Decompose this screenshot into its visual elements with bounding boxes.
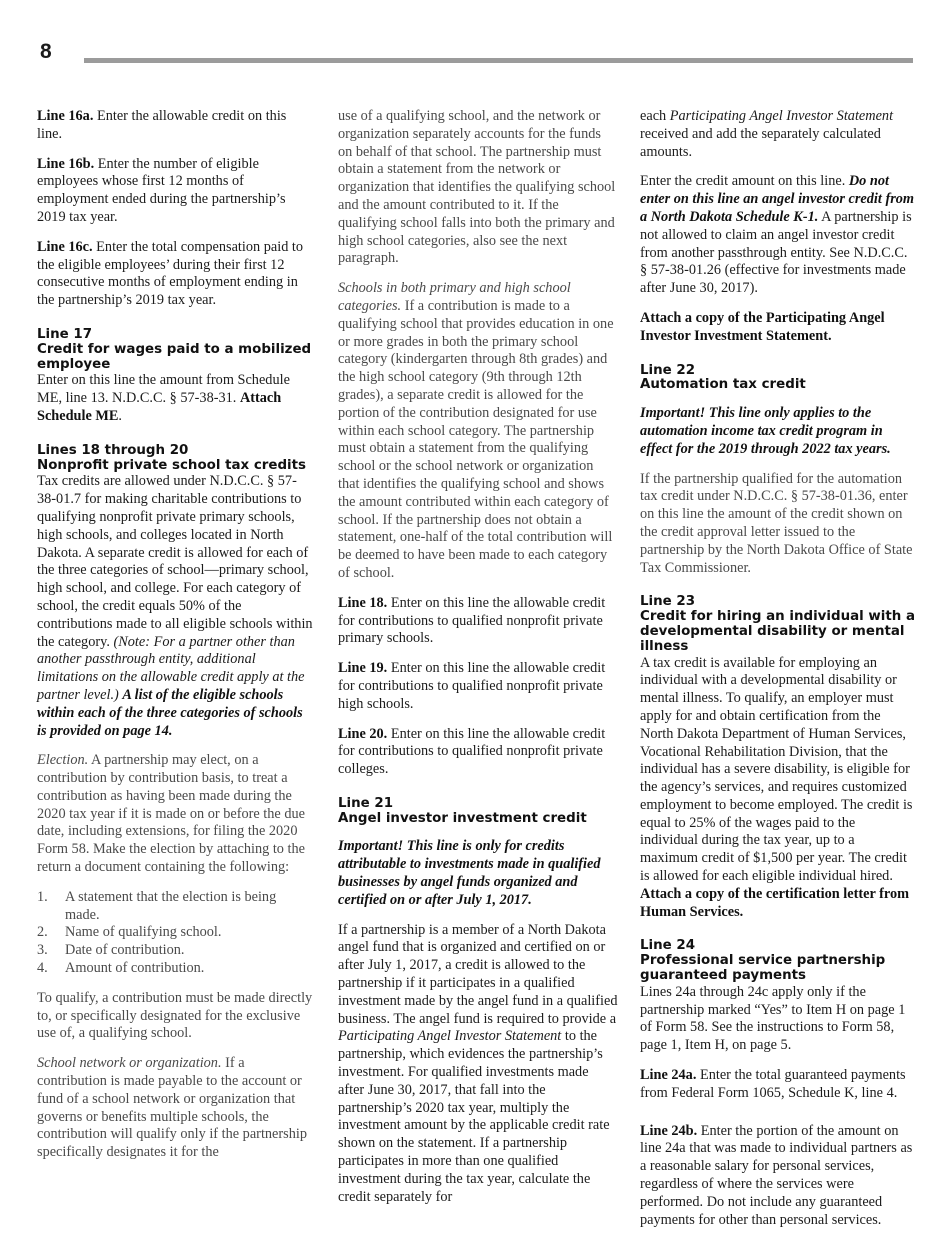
line-21-paragraph: If a partnership is a member of a North Dakota angel fund that is organized and certified on or after July 1, 2017, a credit is allowed to the partnership if it participates in a qualified investment made by the angel fund in a qualified business. The angel fund is required to provide a Participating Angel Investor Statement to the partnership, which evidences the partnership’s investment. For qualified investments made after June 30, 2017, that fall into the partnership’s 2020 tax year, multiply the investment amount by the applicable credit rate shown on the statement. If a partnership participates in more than one qualified investment during the tax year, calculate the credit separately for xyxy=(338,921,618,1205)
page-number: 8 xyxy=(40,40,52,63)
line-20-paragraph: Line 20. Enter on this line the allowable credit for contributions to qualified nonprofit private colleges. xyxy=(338,725,606,778)
line-16a-paragraph: Line 16a. Enter the allowable credit on this line. xyxy=(37,108,287,142)
column-2 xyxy=(338,108,618,1218)
list-item: 4. Amount of contribution. xyxy=(37,960,205,977)
lines-18-20-heading: Lines 18 through 20 Nonprofit private school tax credits xyxy=(37,442,307,473)
line-23-heading: Line 23 Credit for hiring an individual with a developmental disability or mental illness xyxy=(640,594,915,654)
credit-amount-paragraph: Enter the credit amount on this line. Do not enter on this line an angel investor credit from a North Dakota Schedule K-1. A partnership is not allowed to claim an angel investor credit from another passthrough entity. See N.D.C.C. § 57-38-01.26 (effective for investments made after June 30, 2017). xyxy=(640,173,915,297)
line-16c-paragraph: Line 16c. Enter the total compensation paid to the eligible employees’ during their first 12 consecutive months of employment ending in the partnership’s 2019 tax year. xyxy=(37,238,304,309)
school-credits-paragraph: Tax credits are allowed under N.D.C.C. § 57-38-01.7 for making charitable contributions to qualifying nonprofit private primary schools, high schools, and colleges located in North Dakota. A separate credit is allowed for each of the three categories of school—primary school, high school, and college. For each category of school, the credit equals 50% of the contributions made to all eligible schools within the category. (Note: For a partner other than another passthrough entity, additional limitations on the allowable credit apply at the partner level.) A list of the eligible schools within each of the three categories of schools is provided on page 14. xyxy=(37,473,313,739)
line-24a-paragraph: Line 24a. Enter the total guaranteed payments from Federal Form 1065, Schedule K, line 4. xyxy=(640,1067,906,1101)
line-22-heading: Line 22 Automation tax credit xyxy=(640,362,806,393)
column-1 xyxy=(37,108,313,1174)
line-22-important: Important! This line only applies to the automation income tax credit program in effect for the 2019 through 2022 tax years. xyxy=(640,405,891,457)
both-categories-paragraph: Schools in both primary and high school categories. If a contribution is made to a qualifying school that provides education in one or more grades in both the primary school category (kindergarten through 8th grades) and the high school category (9th through 12th grades), a separate credit is allowed for the portion of the contribution designated for use within each school category. The partnership must obtain a statement from the qualifying school or the school network or organization that identifies the qualifying school and shows the amount contributed within each category of school. If the partnership does not obtain a statement, one-half of the total contribution will be deemed to have been made to each category of school. xyxy=(338,280,614,581)
line-24-heading: Line 24 Professional service partnership guaranteed payments xyxy=(640,938,886,984)
election-paragraph: Election. A partnership may elect, on a contribution by contribution basis, to treat a contribution as having been made during the 2020 tax year if it is made on or before the due date, including extensions, for filing the 2020 Form 58. Make the election by attaching to the return a document containing the following: xyxy=(37,752,305,876)
line-24b-paragraph: Line 24b. Enter the portion of the amount on line 24a that was made to individual partners as a reasonable salary for personal services, regardless of where the services were performed. Do not include any guaranteed payments for other than personal services. xyxy=(640,1122,913,1228)
header-rule xyxy=(84,58,913,63)
line-21-important: Important! This line is only for credits attributable to investments made in qualified businesses by angel funds organized and certified on or after July 1, 2017. xyxy=(338,838,601,908)
school-network-continued: use of a qualifying school, and the network or organization separately accounts for the funds on behalf of that school. The partnership must obtain a statement from the network or organization that identifies the qualifying school and the amount contributed to it. If the qualifying school falls into both the primary and high school categories, also see the next paragraph. xyxy=(338,108,616,267)
list-item: 3. Date of contribution. xyxy=(37,942,185,959)
attach-statement-note: Attach a copy of the Participating Angel Investor Investment Statement. xyxy=(640,309,885,344)
line-21-continued: each Participating Angel Investor Statement received and add the separately calculated amounts. xyxy=(640,108,894,160)
line-22-paragraph: If the partnership qualified for the automation tax credit under N.D.C.C. § 57-38-01.36, enter on this line the amount of the credit shown on the credit approval letter issued to the partnership by the North Dakota Office of State Tax Commissioner. xyxy=(640,470,913,576)
line-17-paragraph: Enter on this line the amount from Schedule ME, line 13. N.D.C.C. § 57-38-31. Attach Schedule ME. xyxy=(37,372,290,424)
qualify-paragraph: To qualify, a contribution must be made directly to, or specifically designated for the exclusive use of, a qualifying school. xyxy=(37,989,313,1042)
line-24-paragraph: Lines 24a through 24c apply only if the partnership marked “Yes” to Item H on page 1 of Form 58. See the instructions to Form 58, page 1, Item H, on page 5. xyxy=(640,983,906,1054)
list-item: 1. A statement that the election is being made. xyxy=(37,888,277,923)
line-23-paragraph: A tax credit is available for employing an individual with a developmental disability or mental illness. To qualify, an employer must apply for and obtain certification from the North Dakota Department of Human Services, Vocational Rehabilitation Division, that the individual has a severe disability, is eligible for the agency’s services, and requires customized employment to become employed. The credit is equal to 25% of the wages paid to the individual during the tax year, up to a maximum credit of $1,500 per year. The credit is allowed for each eligible individual hired. Attach a copy of the certification letter from Human Services. xyxy=(640,654,913,920)
line-18-paragraph: Line 18. Enter on this line the allowable credit for contributions to qualified nonprofit private primary schools. xyxy=(338,594,606,647)
election-list xyxy=(37,889,313,978)
line-21-heading: Line 21 Angel investor investment credit xyxy=(338,795,587,826)
column-3 xyxy=(640,108,916,1241)
list-item: 2. Name of qualifying school. xyxy=(37,924,222,941)
school-network-paragraph: School network or organization. If a contribution is made payable to the account or fund of a school network or organization that governs or benefits multiple schools, the contribution will qualify only if the partnership specifically designates it for the xyxy=(37,1055,308,1161)
line-16b-paragraph: Line 16b. Enter the number of eligible employees whose first 12 months of employment ended during the partnership’s 2019 tax year. xyxy=(37,155,286,225)
line-17-heading: Line 17 Credit for wages paid to a mobilized employee xyxy=(37,326,312,372)
line-19-paragraph: Line 19. Enter on this line the allowable credit for contributions to qualified nonprofit private high schools. xyxy=(338,660,606,712)
